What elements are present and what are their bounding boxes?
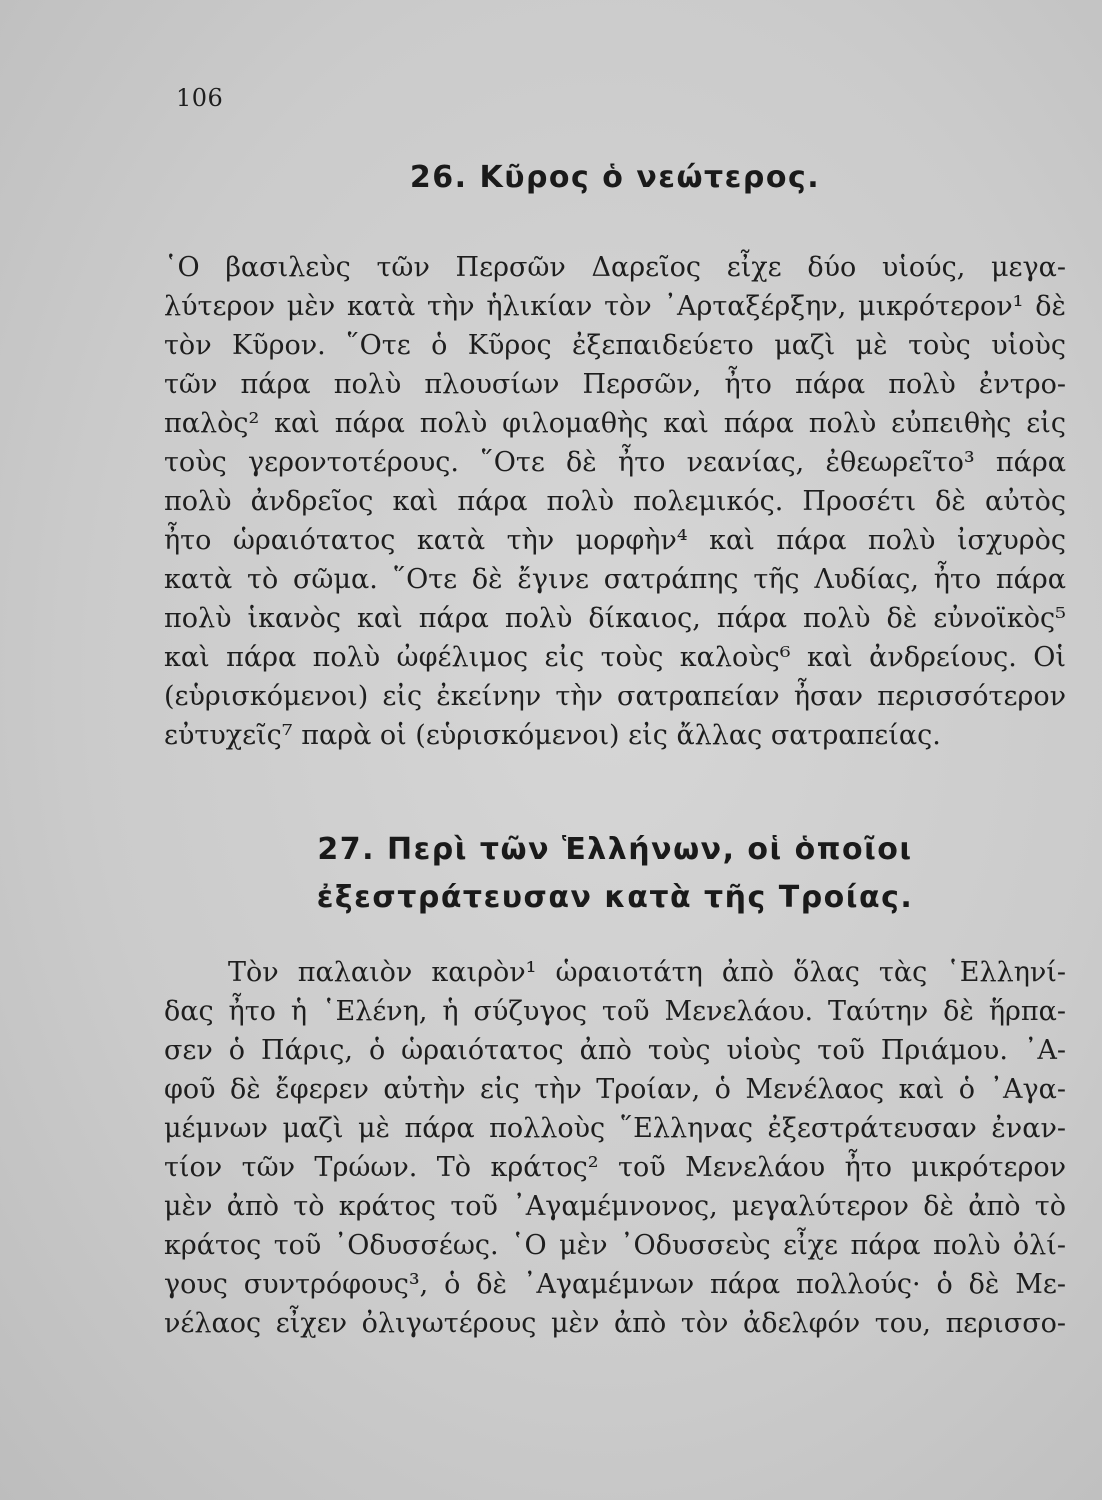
text-line: τοὺς γεροντοτέρους. ῞Οτε δὲ ἦτο νεανίας, ἐθεωρεῖτο³ πάρα bbox=[164, 447, 1066, 478]
text-line: φοῦ δὲ ἔφερεν αὐτὴν εἰς τὴν Τροίαν, ὁ Μενέλαος καὶ ὁ ᾿Αγα- bbox=[164, 1074, 1066, 1105]
section-27-heading-line-1: 27. Περὶ τῶν Ἑλλήνων, οἱ ὁποῖοι bbox=[317, 832, 913, 867]
text-line: πολὺ ἱκανὸς καὶ πάρα πολὺ δίκαιος, πάρα πολὺ δὲ εὐνοϊκὸς⁵ bbox=[164, 603, 1066, 634]
section-27-heading-line-2: ἐξεστράτευσαν κατὰ τῆς Τροίας. bbox=[316, 880, 914, 915]
text-line: Τὸν παλαιὸν καιρὸν¹ ὡραιοτάτη ἀπὸ ὅλας τὰς ῾Ελληνί- bbox=[228, 957, 1066, 988]
text-line: τῶν πάρα πολὺ πλουσίων Περσῶν, ἦτο πάρα πολὺ ἐντρο- bbox=[164, 369, 1066, 400]
page-number: 106 bbox=[176, 84, 224, 112]
text-line: παλὸς² καὶ πάρα πολὺ φιλομαθὴς καὶ πάρα πολὺ εὐπειθὴς εἰς bbox=[164, 408, 1066, 439]
text-line: ἦτο ὡραιότατος κατὰ τὴν μορφὴν⁴ καὶ πάρα πολὺ ἰσχυρὸς bbox=[164, 525, 1066, 556]
section-26-heading: 26. Κῦρος ὁ νεώτερος. bbox=[409, 160, 821, 195]
text-line: νέλαος εἶχεν ὀλιγωτέρους μὲν ἀπὸ τὸν ἀδελφόν του, περισσο- bbox=[164, 1308, 1066, 1339]
text-line: μέμνων μαζὶ μὲ πάρα πολλοὺς ῞Ελληνας ἐξεστράτευσαν ἐναν- bbox=[164, 1113, 1066, 1144]
text-line: τὸν Κῦρον. ῞Οτε ὁ Κῦρος ἐξεπαιδεύετο μαζὶ μὲ τοὺς υἱοὺς bbox=[164, 330, 1066, 361]
text-line: (εὑρισκόμενοι) εἰς ἐκείνην τὴν σατραπείαν ἦσαν περισσότερον bbox=[164, 681, 1066, 712]
text-line: δας ἦτο ἡ ῾Ελένη, ἡ σύζυγος τοῦ Μενελάου. Ταύτην δὲ ἥρπα- bbox=[164, 996, 1066, 1027]
text-line: μὲν ἀπὸ τὸ κράτος τοῦ ᾿Αγαμέμνονος, μεγαλύτερον δὲ ἀπὸ τὸ bbox=[164, 1191, 1066, 1222]
text-line: καὶ πάρα πολὺ ὠφέλιμος εἰς τοὺς καλοὺς⁶ καὶ ἀνδρείους. Οἱ bbox=[164, 642, 1066, 673]
text-line: πολὺ ἀνδρεῖος καὶ πάρα πολὺ πολεμικός. Προσέτι δὲ αὐτὸς bbox=[164, 486, 1066, 517]
text-line: γους συντρόφους³, ὁ δὲ ᾿Αγαμέμνων πάρα πολλούς· ὁ δὲ Με- bbox=[164, 1269, 1066, 1300]
text-line: κράτος τοῦ ᾿Οδυσσέως. ῾Ο μὲν ᾿Οδυσσεὺς εἶχε πάρα πολὺ ὀλί- bbox=[164, 1230, 1066, 1261]
text-line: λύτερον μὲν κατὰ τὴν ἡλικίαν τὸν ᾿Αρταξέρξην, μικρότερον¹ δὲ bbox=[164, 291, 1066, 322]
text-line: κατὰ τὸ σῶμα. ῞Οτε δὲ ἔγινε σατράπης τῆς Λυδίας, ἦτο πάρα bbox=[164, 564, 1066, 595]
text-line: ῾Ο βασιλεὺς τῶν Περσῶν Δαρεῖος εἶχε δύο υἱούς, μεγα- bbox=[164, 252, 1066, 283]
text-line: τίον τῶν Τρώων. Τὸ κράτος² τοῦ Μενελάου ἦτο μικρότερον bbox=[164, 1152, 1066, 1183]
text-line: εὐτυχεῖς⁷ παρὰ οἱ (εὑρισκόμενοι) εἰς ἄλλας σατραπείας. bbox=[164, 720, 941, 751]
text-line: σεν ὁ Πάρις, ὁ ὡραιότατος ἀπὸ τοὺς υἱοὺς τοῦ Πριάμου. ᾿Α- bbox=[164, 1035, 1066, 1066]
